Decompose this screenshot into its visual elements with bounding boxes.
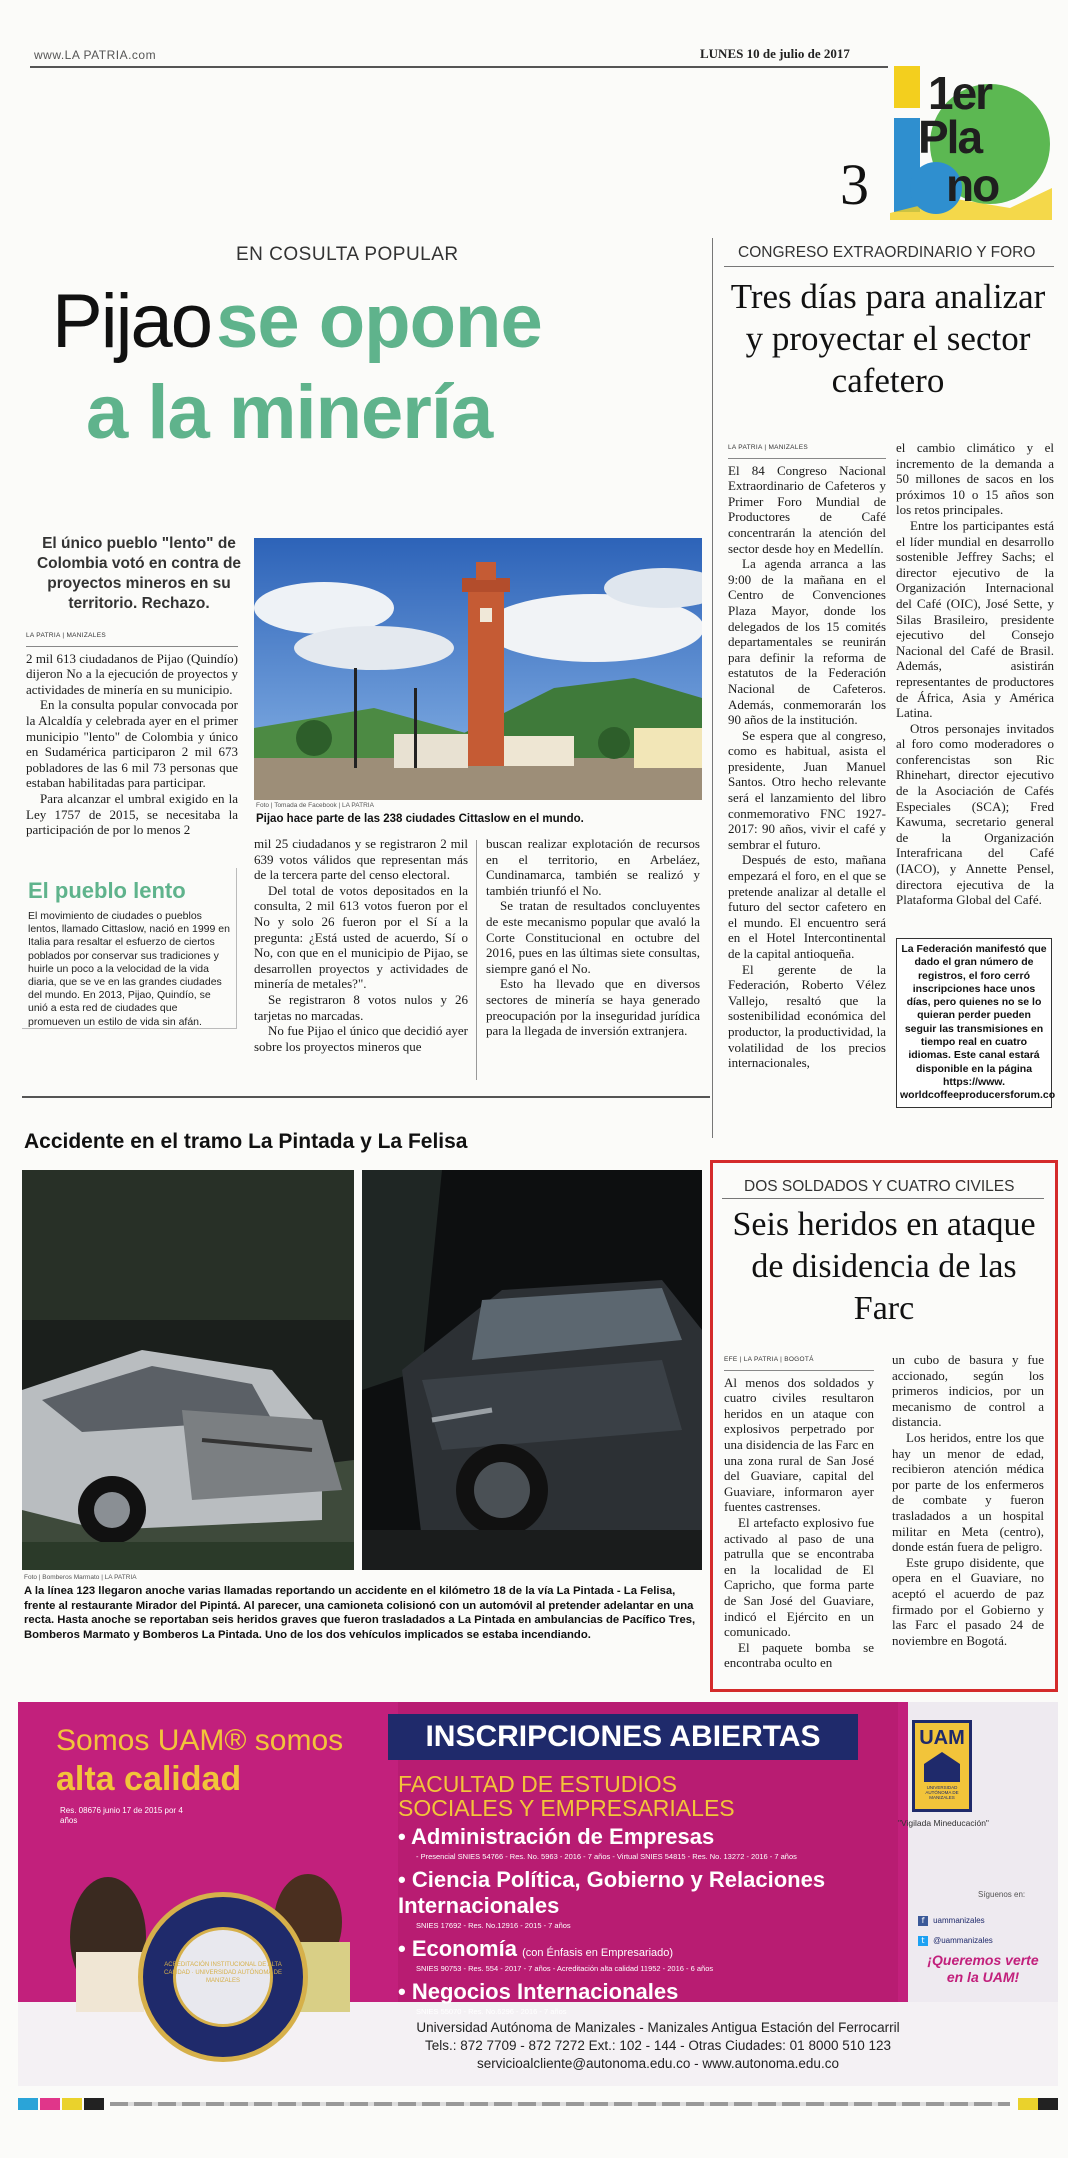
uam-logo-sub: UNIVERSIDAD AUTÓNOMA DE MANIZALES [925, 1785, 959, 1800]
accident-photo-2 [362, 1170, 702, 1570]
pijao-photo-credit: Foto | Tomada de Facebook | LA PATRIA [256, 802, 374, 809]
uam-logo-text: UAM [919, 1727, 965, 1749]
uam-logo[interactable] [912, 1720, 972, 1812]
ad-social-facebook[interactable] [918, 1908, 985, 1927]
ad-program-item[interactable]: • Negocios Internacionales SNIES 55070 - Res. No.6296 - 2016 - 7 años [398, 1979, 898, 2016]
ad-footer-3[interactable]: servicioalcliente@autonoma.edu.co - www.autonoma.edu.co [477, 2056, 839, 2071]
coffee-col1-para: La agenda arranca a las 9:00 de la mañana en el Centro de Convenciones Plaza Mayor, donde los delegados de los 15 comités departamentales se reunirán para definir la reforma de estatutos de la Federación Nacional de Cafeteros. Además, conmemorarán los 90 años de la institución. [728, 556, 886, 728]
main-col3-para: Se tratan de resultados concluyentes de este mecanismo popular que avaló la Corte Constitucional en octubre del 2016, pues en las últimas siete consultas, siempre ganó el No. [486, 898, 700, 976]
ad-program-detail: SNIES 55070 - Res. No.6296 - 2016 - 7 años [416, 2007, 567, 2016]
pijao-photo-caption: Pijao hace parte de las 238 ciudades Cittaslow en el mundo. [256, 813, 584, 825]
ad-program-item[interactable]: • Administración de Empresas - Presencial SNIES 54766 - Res. No. 5963 - 2016 - 7 años - Virtual SNIES 54815 - Res. No. 13272 - 2016 - 7 años [398, 1824, 898, 1861]
farc-col2-para: Este grupo disidente, que opera en el Guaviare, no aceptó el acuerdo de paz firmado por el Gobierno y las Farc el pasado 24 de noviembre en Bogotá. [892, 1554, 1044, 1648]
accident-photo-2-image [362, 1170, 702, 1570]
ad-program-detail: SNIES 90753 - Res. 554 - 2017 - 7 años - Acreditación alta calidad 11952 - 2016 - 6 años [416, 1964, 714, 1973]
ad-program-name: Negocios Internacionales [411, 1979, 679, 2004]
section-badge-line1: 1er [928, 67, 992, 119]
main-col1-para: En la consulta popular convocada por la Alcaldía y celebrada ayer en el primer municipio "lento" de Colombia y único en Sudamérica participaron 2 mil 673 pobladores de las 6 mil 73 personas que estaban habilitadas para participar. [26, 697, 238, 791]
main-headline-green-1: se opone [216, 279, 542, 364]
main-story-kicker: EN COSULTA POPULAR [236, 244, 459, 265]
main-story-deck: El único pueblo "lento" de Colombia votó en contra de proyectos mineros en su territorio. Rechazo. [36, 535, 242, 612]
ad-faculty-2: SOCIALES Y EMPRESARIALES [398, 1795, 735, 1821]
ad-program-extra: (con Énfasis en Empresariado) [522, 1947, 674, 1959]
ad-slogan-1: Somos UAM® somos [56, 1724, 344, 1757]
main-col1-para: Para alcanzar el umbral exigido en la Ley 1757 de 2015, se necesitaba la participación de por lo menos 2 [26, 790, 238, 838]
ad-slogan-2: alta calidad [56, 1760, 242, 1798]
farc-col2-para: un cubo de basura y fue accionado, según los primeros indicios, por un mecanismo de control a distancia. [892, 1352, 1044, 1430]
ad-program-detail: - Presencial SNIES 54766 - Res. No. 5963 - 2016 - 7 años - Virtual SNIES 54815 - Res. No. 13272 - 2016 - 7 años [416, 1852, 797, 1861]
ad-vigilada: "Vigilada Mineducación" [898, 1818, 989, 1828]
ad-program-detail: SNIES 17692 - Res. No.12916 - 2015 - 7 años [416, 1921, 571, 1930]
farc-kicker-rule [722, 1198, 1044, 1199]
main-story-byline: LA PATRIA | MANIZALES [26, 628, 238, 647]
seal-text: ACREDITACIÓN INSTITUCIONAL DE ALTA CALIDAD · UNIVERSIDAD AUTÓNOMA DE MANIZALES [163, 1962, 283, 1984]
main-col1-para: 2 mil 613 ciudadanos de Pijao (Quindío) dijeron No a la ejecución de proyectos y actividades de minería en su municipio. [26, 650, 238, 697]
ad-program-name: Ciencia Política, Gobierno y Relaciones Internacionales [398, 1867, 826, 1918]
coffee-col2-para: Entre los participantes está el líder mundial en desarrollo sostenible Jeffrey Sachs; el director ejecutivo de la Organización Internacional del Café (OIC), José Sette, y Silas Brasileiro, presidente ejecutivo del Consejo Nacional del Café de Brasil. Además, asistirán representantes de productores de África, Asia y América Latina. [896, 517, 1054, 721]
main-story-col2 [254, 836, 468, 1054]
uam-advertisement[interactable] [18, 1702, 1058, 2086]
main-story-bottom-rule [22, 1096, 710, 1098]
sidebar-box [22, 868, 237, 1029]
accident-photo-1-image [22, 1170, 354, 1570]
twitter-icon: t [918, 1936, 928, 1946]
farc-story-col2 [892, 1352, 1044, 1648]
coffee-col2-para: el cambio climático y el incremento de la demanda a 50 millones de sacos en los próximos 10 o 15 años son los retos principales. [896, 440, 1054, 518]
coffee-story-kicker: CONGRESO EXTRAORDINARIO Y FORO [738, 244, 1036, 261]
farc-story-kicker: DOS SOLDADOS Y CUATRO CIVILES [744, 1178, 1015, 1195]
accident-caption: A la línea 123 llegaron anoche varias llamadas reportando un accidente en el kilómetro 18 de la vía La Pintada - La Felisa, frente al restaurante Mirador del Pipintá. Al parecer, una camioneta colisionó con un automóvil al pretender adelantar en una recta. Hasta anoche se reportaban seis heridos graves que fueron trasladados a La Pintada en ambulancias de Pacífico Tres, Bomberos Marmato y Bomberos La Pintada. Uno de los dos vehículos implicados se estaba incendiando. [24, 1585, 696, 1641]
main-col3-para: Esto ha llevado que en diversos sectores de minería se haya generado preocupación por la inseguridad jurídica para la llegada de inversión extranjera. [486, 976, 700, 1039]
ad-faculty-1: FACULTAD DE ESTUDIOS [398, 1771, 678, 1797]
section-badge [890, 58, 1052, 220]
sidebar-text: El movimiento de ciudades o pueblos lentos, llamado Cittaslow, nació en 1999 en Italia para resaltar el esfuerzo de ciertos poblados por conservar sus tradiciones y huirle un poco a la velocidad de la vida diaria, que se ve en las grandes ciudades del mundo. En 2013, Pijao, Quindío, se unió a esta red de ciudades que promueven un estilo de vida sin afán. [28, 910, 230, 1028]
ad-social-twitter[interactable] [918, 1928, 993, 1947]
coffee-story-col2 [896, 440, 1054, 908]
sidebar-title: El pueblo lento [28, 878, 186, 903]
main-headline-green-2: a la minería [86, 370, 493, 455]
section-badge-line3: no [946, 159, 999, 211]
print-color-bar [18, 2098, 1058, 2110]
main-col2-para: mil 25 ciudadanos y se registraron 2 mil 639 votos válidos que representan más de la tercera parte del censo electoral. [254, 836, 468, 883]
coffee-story-byline: LA PATRIA | MANIZALES [728, 440, 886, 459]
masthead-site[interactable]: www.LA PATRIA.com [34, 48, 157, 62]
farc-story-col1 [724, 1352, 874, 1671]
ad-program-name: Administración de Empresas [411, 1824, 715, 1849]
ad-program-list [398, 1824, 898, 2016]
main-col3-para: buscan realizar explotación de recursos en el territorio, en Arbeláez, Cundinamarca, también se realizó y también triunfó el No. [486, 836, 700, 898]
main-story-col3 [486, 836, 700, 1039]
farc-col1-para: El artefacto explosivo fue activado al paso de una patrulla que se encontraba en la localidad de El Capricho, que forma parte de San José del Guaviare, indicó el Ejército en un comunicado. [724, 1514, 874, 1640]
masthead-rule [30, 66, 888, 68]
main-col2-para: Del total de votos depositados en la consulta, 2 mil 613 votos fueron por el No y solo 26 fueron por el Sí a la pregunta: ¿Está usted de acuerdo, Sí o No, con que en el municipio de Pijao, se desarrollen proyectos y actividades de minería de metales?". [254, 882, 468, 992]
farc-col1-para: Al menos dos soldados y cuatro civiles resultaron heridos en un ataque con explosivos perpetrado por una disidencia de las Farc en una zona rural de San José del Guaviare, capital del Guaviare, informaron ayer fuentes castrenses. [724, 1374, 874, 1515]
main-col2-para: Se registraron 8 votos nulos y 26 tarjetas no marcadas. [254, 991, 468, 1023]
farc-col1-para: El paquete bomba se encontraba oculto en [724, 1639, 874, 1671]
main-story-headline[interactable] [52, 276, 692, 458]
coffee-col1-para: El 84 Congreso Nacional Extraordinario de Cafeteros y Primer Foro Mundial de Productores de Café concentrarán la atención del sector desde hoy en Medellín. [728, 462, 886, 556]
ad-slogan-res: Res. 08676 junio 17 de 2015 por 4 años [60, 1806, 183, 1825]
page-number: 3 [840, 152, 869, 217]
coffee-col1-para: Se espera que al congreso, como es habitual, asista el presidente, Juan Manuel Santos. Otro hecho relevante será el lanzamiento del libro conmemorativo FNC 1927-2017: 90 años, vivir el café y sembrar el futuro. [728, 727, 886, 852]
coffee-col1-para: Después de esto, mañana empezará el foro, en el que se pretende analizar al detalle el futuro del sector cafetero en el mundo. El encuentro será en el Hotel Intercontinental de la capital antioqueña. [728, 852, 886, 961]
uam-logo-building-icon [924, 1752, 960, 1782]
main-col-divider [476, 840, 477, 1080]
farc-col2-para: Los heridos, entre los que hay un menor de edad, recibieron atención médica por parte de los enfermeros de combate y fueron trasladados a un hospital militar en Meta (centro), donde están fuera de peligro. [892, 1429, 1044, 1555]
section-badge-line2: Pla [918, 111, 982, 163]
accident-photo-1 [22, 1170, 354, 1570]
ad-program-item[interactable]: • Ciencia Política, Gobierno y Relaciones Internacionales SNIES 17692 - Res. No.12916 - 2015 - 7 años [398, 1867, 898, 1930]
masthead-date: LUNES 10 de julio de 2017 [700, 46, 850, 61]
ad-program-item[interactable]: • Economía (con Énfasis en Empresariado) SNIES 90753 - Res. 554 - 2017 - 7 años - Acreditación alta calidad 11952 - 2016 - 6 años [398, 1936, 898, 1973]
ad-social-twitter-handle: @uammanizales [933, 1936, 993, 1945]
coffee-story-col1 [728, 440, 886, 1071]
pijao-photo [254, 538, 702, 800]
farc-story-headline[interactable]: Seis heridos en ataque de disidencia de las Farc [732, 1206, 1036, 1327]
ad-program-name: Economía [411, 1936, 517, 1961]
pijao-photo-image [254, 538, 702, 800]
accreditation-seal [138, 1892, 308, 2062]
ad-cta[interactable]: ¡Queremos verte en la UAM! [927, 1952, 1039, 1985]
coffee-col1-para: El gerente de la Federación, Roberto Vélez Vallejo, resaltó que la sostenibilidad económica del productor, la productividad, la volatilidad de los precios internacionales, [728, 961, 886, 1071]
coffee-info-box: La Federación manifestó que dado el gran número de registros, el foro cerró inscripciones hace unos días, pero quienes no se lo quieran perder pueden seguir las transmisiones en tiempo real en cuatro idiomas. Este canal estará disponible en la página https://www. worldcoffeeproducersforum.co [896, 938, 1052, 1108]
coffee-col2-para: Otros personajes invitados al foro como moderadores o conferencistas son Ric Rhinehart, director ejecutivo de la Asociación de Cafés Especiales (SCA); Fred Kawuma, secretario general de la Organización Interafricana del Café (IACO), y Annette Pensel, directora ejecutiva de la Plataforma Global del Café. [896, 720, 1054, 908]
facebook-icon: f [918, 1916, 928, 1926]
ad-footer-1: Universidad Autónoma de Manizales - Manizales Antigua Estación del Ferrocarril [416, 2020, 900, 2035]
accident-headline[interactable]: Accidente en el tramo La Pintada y La Felisa [24, 1130, 468, 1153]
accident-photo-credit: Foto | Bomberos Marmato | LA PATRIA [24, 1574, 137, 1581]
coffee-kicker-rule [724, 266, 1054, 267]
ad-footer-2: Tels.: 872 7709 - 872 7272 Ext.: 102 - 144 - Otras Ciudades: 01 8000 510 123 [424, 2038, 892, 2053]
ad-social-title: Síguenos en: [978, 1890, 1026, 1899]
main-story-vertical-rule [712, 238, 713, 1138]
main-headline-plain: Pijao [52, 279, 211, 364]
main-story-col1 [26, 628, 238, 838]
ad-banner[interactable]: INSCRIPCIONES ABIERTAS [388, 1714, 858, 1760]
coffee-story-headline[interactable]: Tres días para analizar y proyectar el sector cafetero [730, 277, 1046, 400]
ad-social-facebook-handle: uammanizales [933, 1916, 985, 1925]
farc-story-byline: EFE | LA PATRIA | BOGOTÁ [724, 1352, 874, 1371]
main-col2-para: No fue Pijao el único que decidió ayer sobre los proyectos mineros que [254, 1023, 468, 1054]
